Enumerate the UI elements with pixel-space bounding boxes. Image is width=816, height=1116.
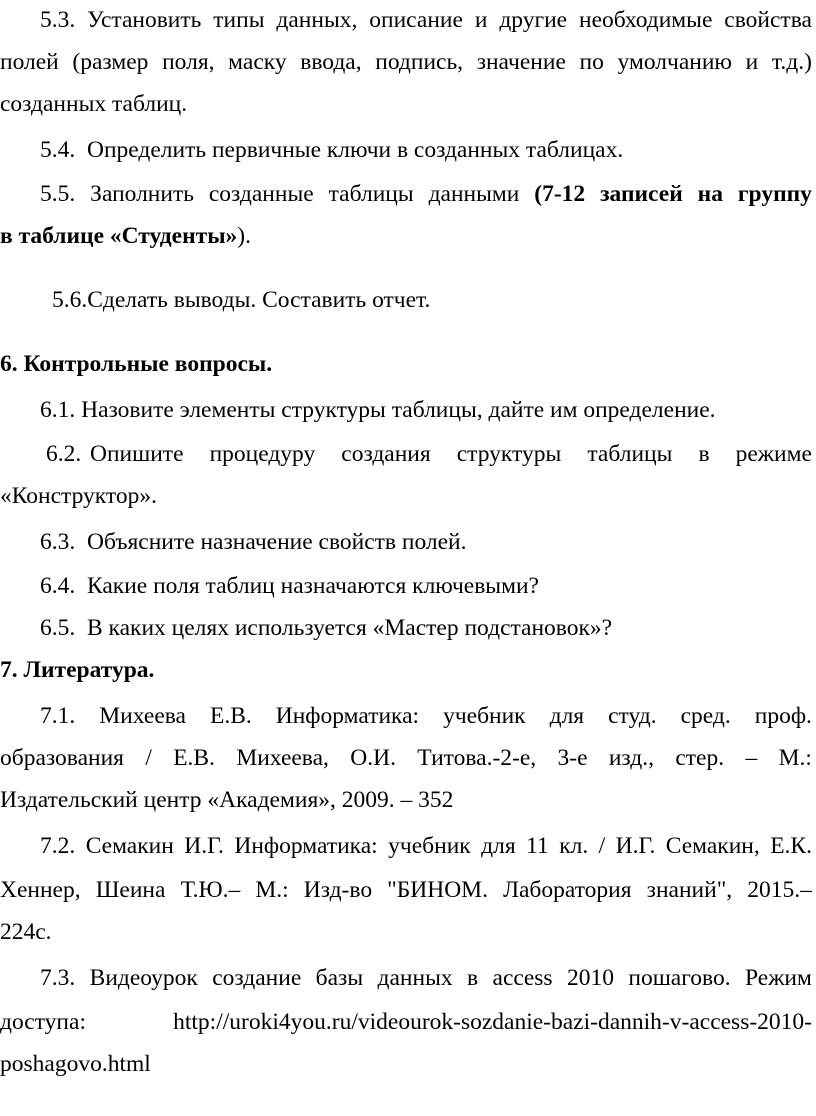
word: данных <box>377 965 453 991</box>
word: Информатика: <box>234 833 378 859</box>
word: и <box>474 7 488 33</box>
word: типы <box>213 7 265 33</box>
ref-7-2-line-3: 224с. <box>0 919 52 945</box>
word: И.Г. <box>184 833 224 859</box>
word: / <box>598 833 606 859</box>
word: для <box>549 703 585 729</box>
word: кл. <box>559 833 589 859</box>
word: 3-е <box>557 745 588 771</box>
word: – <box>745 745 758 771</box>
word: ввода, <box>300 49 362 75</box>
word: студ. <box>608 703 657 729</box>
word: полей <box>0 49 59 75</box>
question-6-1 <box>40 396 716 424</box>
word: Титова.-2-е, <box>417 745 537 771</box>
word: Хеннер, <box>0 877 81 903</box>
item-text: Сделать выводы. Составить отчет. <box>87 287 431 313</box>
ref-7-1-line-1 <box>40 702 812 730</box>
word: значение <box>476 49 566 75</box>
item-text: Объясните назначение свойств полей. <box>87 529 467 555</box>
word: данных, <box>276 7 358 33</box>
ref-7-3-line-1 <box>40 964 812 992</box>
question-6-2-line-2: «Конструктор». <box>0 483 157 509</box>
word: Семакин, <box>665 833 760 859</box>
question-6-5 <box>40 614 612 642</box>
bold-word: (7-12 <box>534 181 586 207</box>
question-6-2-number: 6.2. <box>46 441 82 467</box>
word: таблицы <box>587 441 673 467</box>
word: учебник <box>443 703 526 729</box>
item-5-5-line-2 <box>0 222 251 250</box>
item-number: 6.1. <box>40 397 76 423</box>
word: знаний", <box>646 877 733 903</box>
word: свойства <box>724 7 812 33</box>
word: для <box>481 833 516 859</box>
word: по <box>579 49 604 75</box>
ref-7-3-line-3-url[interactable]: poshagovo.html <box>0 1051 151 1077</box>
item-number: 6.5. <box>40 615 76 641</box>
word: Т.Ю.– <box>180 877 241 903</box>
word: О.И. <box>350 745 396 771</box>
word: Видеоурок <box>89 965 198 991</box>
bold-word: группу <box>737 181 812 207</box>
item-text: Определить первичные ключи в созданных таблицах. <box>87 137 624 163</box>
item-number: 6.4. <box>40 573 76 599</box>
word: в <box>467 965 479 991</box>
word: другие <box>499 7 568 33</box>
word: создания <box>341 441 431 467</box>
word: Установить <box>87 7 202 33</box>
item-number: 5.6. <box>52 287 88 313</box>
word: 11 <box>526 833 549 859</box>
question-6-2-line-1 <box>90 440 812 468</box>
word: Е.В. <box>209 703 252 729</box>
question-6-3 <box>40 528 467 556</box>
word: режиме <box>735 441 812 467</box>
word: Е.К. <box>770 833 812 859</box>
word: 7.3. <box>40 965 76 991</box>
word: 2010 <box>566 965 614 991</box>
item-number: 5.5. <box>40 181 76 207</box>
item-number: 5.4. <box>40 137 76 163</box>
word: процедуру <box>209 441 316 467</box>
word: доступа: <box>0 1009 86 1035</box>
word: маску <box>228 49 287 75</box>
ref-7-1-line-2 <box>0 744 812 772</box>
word: данными <box>428 181 520 207</box>
item-number: 6.3. <box>40 529 76 555</box>
word: М.: <box>255 877 289 903</box>
bold-phrase: в таблице «Студенты» <box>0 223 238 249</box>
word: Режим <box>745 965 812 991</box>
trailing-punct: ). <box>237 223 251 249</box>
url-link[interactable]: http://uroki4you.ru/videourok-sozdanie-bazi-dannih-v-access-2010- <box>173 1009 812 1035</box>
word: И.Г. <box>615 833 656 859</box>
word: Михеева <box>99 703 186 729</box>
word: проф. <box>754 703 812 729</box>
word: Опишите <box>90 441 184 467</box>
word: 7.1. <box>40 703 76 729</box>
word: Лаборатория <box>503 877 632 903</box>
word: и <box>745 49 759 75</box>
word: Михеева, <box>236 745 329 771</box>
item-5-3-line-1 <box>40 6 812 34</box>
word: подпись, <box>375 49 464 75</box>
item-text: Назовите элементы структуры таблицы, дайте им определение. <box>81 397 716 423</box>
item-number: 5.3. <box>40 7 76 33</box>
question-6-4 <box>40 572 539 600</box>
word: изд., <box>608 745 655 771</box>
word: Заполнить <box>90 181 194 207</box>
word: описание <box>369 7 463 33</box>
ref-7-2-line-2 <box>0 876 812 904</box>
word: поля, <box>162 49 215 75</box>
word: создание <box>212 965 302 991</box>
word: созданные <box>208 181 314 207</box>
word: access <box>492 965 553 991</box>
word: структуры <box>456 441 562 467</box>
item-5-4 <box>40 136 623 164</box>
word: Шеина <box>95 877 166 903</box>
section-7-heading: 7. Литература. <box>0 657 155 683</box>
ref-7-2-line-1 <box>40 832 812 860</box>
word: сред. <box>680 703 731 729</box>
word: Изд-во <box>303 877 373 903</box>
word: Информатика: <box>275 703 420 729</box>
item-5-5-line-1 <box>40 180 812 208</box>
item-text: Какие поля таблиц назначаются ключевыми? <box>87 573 539 599</box>
item-5-3-line-2 <box>0 48 812 76</box>
word: образования <box>0 745 124 771</box>
ref-7-3-line-2 <box>0 1008 812 1036</box>
word: базы <box>315 965 364 991</box>
word: 7.2. <box>40 833 76 859</box>
word: Семакин <box>85 833 174 859</box>
word: т.д.) <box>771 49 812 75</box>
word: (размер <box>72 49 149 75</box>
bold-word: на <box>697 181 723 207</box>
word: М.: <box>778 745 812 771</box>
item-5-6 <box>52 286 430 314</box>
word: Е.В. <box>173 745 215 771</box>
bold-word: записей <box>600 181 683 207</box>
ref-7-1-line-3: Издательский центр «Академия», 2009. – 352 <box>0 787 454 813</box>
section-6-heading: 6. Контрольные вопросы. <box>0 351 273 377</box>
word: 2015.– <box>747 877 812 903</box>
word: таблицы <box>328 181 414 207</box>
word: стер. <box>675 745 725 771</box>
word: пошагово. <box>628 965 731 991</box>
word: в <box>698 441 710 467</box>
word: умолчанию <box>617 49 732 75</box>
word: "БИНОМ. <box>387 877 488 903</box>
word: необходимые <box>579 7 713 33</box>
word: / <box>145 745 152 771</box>
item-text: В каких целях используется «Мастер подстановок»? <box>87 615 613 641</box>
word: учебник <box>388 833 471 859</box>
item-5-3-line-3: созданных таблиц. <box>0 91 188 117</box>
